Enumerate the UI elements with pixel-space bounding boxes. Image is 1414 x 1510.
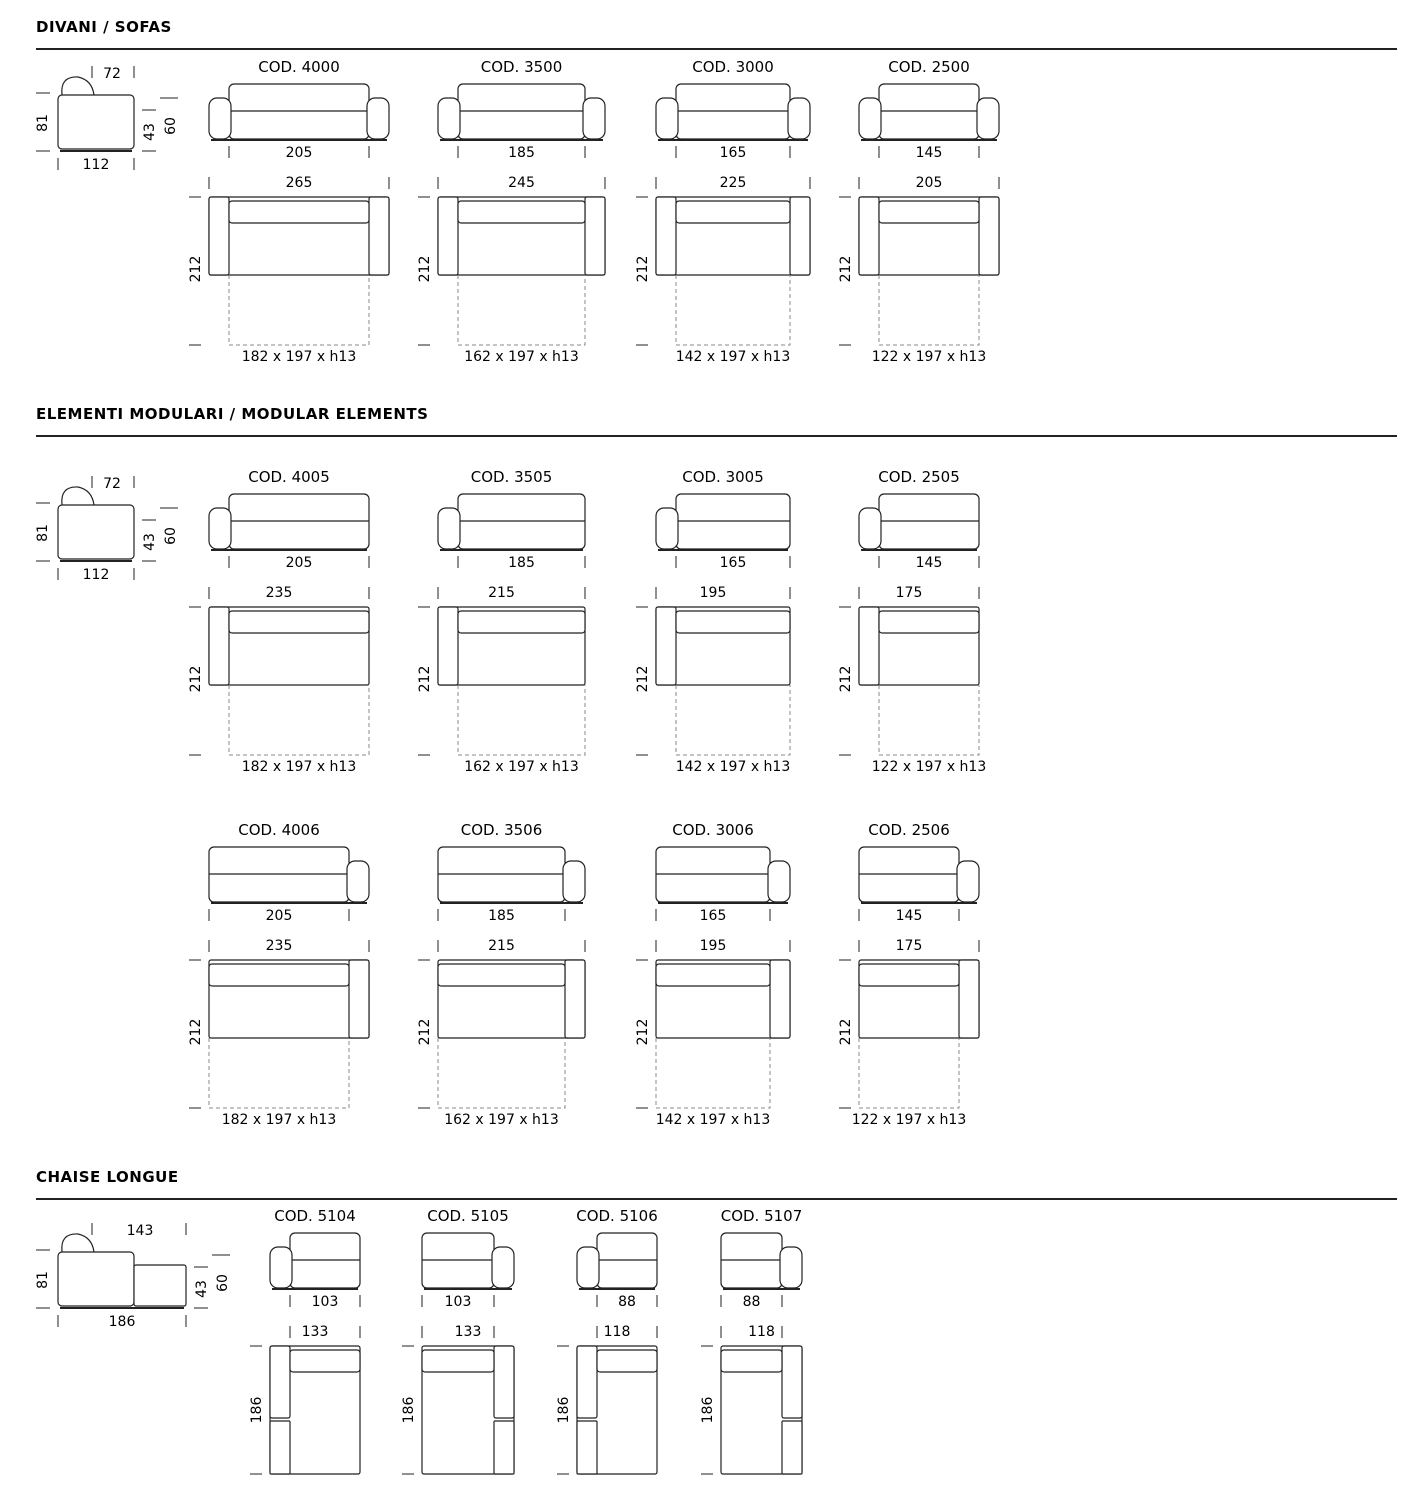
product-code: COD. 5105 xyxy=(427,1207,509,1225)
bed-outline xyxy=(656,1038,770,1108)
profile-depth-label: 112 xyxy=(82,157,110,173)
armrest-right-front xyxy=(768,861,790,902)
bed-size-label: 122 x 197 x h13 xyxy=(871,349,987,365)
front-width-label: 145 xyxy=(895,908,923,924)
back-cushion-plan xyxy=(879,201,979,223)
sofa-item xyxy=(188,468,369,775)
top-width-label: 215 xyxy=(488,938,515,954)
armrest-left-plan xyxy=(209,607,229,685)
armrest-right-plan xyxy=(790,197,810,275)
armrest-left-plan xyxy=(438,197,458,275)
top-width-label: 175 xyxy=(895,585,923,601)
depth-label: 186 xyxy=(556,1396,572,1424)
back-cushion xyxy=(62,487,94,505)
profile-height-label: 81 xyxy=(35,114,51,132)
armrest-left-front xyxy=(577,1247,599,1288)
depth-label: 212 xyxy=(188,1018,204,1046)
side-storage-plan xyxy=(494,1421,514,1474)
bed-size-label: 142 x 197 x h13 xyxy=(675,759,791,775)
armrest-right-front xyxy=(563,861,585,902)
bed-outline xyxy=(859,1038,959,1108)
bed-size-label: 122 x 197 x h13 xyxy=(871,759,987,775)
product-code: COD. 2500 xyxy=(888,58,970,76)
depth-label: 212 xyxy=(635,665,651,693)
bed-size-label: 142 x 197 x h13 xyxy=(675,349,791,365)
chaise-item xyxy=(556,1207,658,1474)
back-cushion-plan xyxy=(458,201,585,223)
bed-size-label: 182 x 197 x h13 xyxy=(221,1112,337,1128)
side-profile xyxy=(35,1223,231,1330)
front-width-label: 145 xyxy=(915,145,943,161)
product-code: COD. 2506 xyxy=(868,821,950,839)
armrest-left-front xyxy=(656,98,678,139)
top-width-label: 118 xyxy=(603,1324,631,1340)
depth-label: 212 xyxy=(188,665,204,693)
seat-body xyxy=(58,505,134,559)
front-width-label: 205 xyxy=(285,145,313,161)
bed-size-label: 182 x 197 x h13 xyxy=(241,349,357,365)
armrest-right-front xyxy=(957,861,979,902)
profile-arm-height-label: 60 xyxy=(163,527,179,545)
armrest-left-plan xyxy=(859,607,879,685)
back-cushion-plan xyxy=(676,201,790,223)
sofa-item xyxy=(635,58,810,365)
chaise-item xyxy=(401,1207,514,1474)
top-width-label: 235 xyxy=(265,585,293,601)
product-code: COD. 3500 xyxy=(480,58,563,76)
bed-outline xyxy=(229,275,369,345)
seat-body xyxy=(58,95,134,149)
product-code: COD. 4006 xyxy=(238,821,320,839)
back-cushion-plan xyxy=(656,964,770,986)
product-code: COD. 3505 xyxy=(470,468,553,486)
bed-size-label: 162 x 197 x h13 xyxy=(464,349,579,365)
bed-size-label: 162 x 197 x h13 xyxy=(444,1112,559,1128)
armrest-left-front xyxy=(438,98,460,139)
armrest-left-plan xyxy=(438,607,458,685)
armrest-left-plan xyxy=(209,197,229,275)
depth-label: 212 xyxy=(417,1018,433,1046)
top-width-label: 235 xyxy=(265,938,293,954)
back-cushion-plan xyxy=(676,611,790,633)
armrest-right-plan xyxy=(770,960,790,1038)
bed-outline xyxy=(879,685,979,755)
product-code: COD. 4005 xyxy=(248,468,330,486)
armrest-left-front xyxy=(859,98,881,139)
profile-seat-height-label: 43 xyxy=(142,123,158,141)
back-cushion-plan xyxy=(438,964,565,986)
product-code: COD. 5106 xyxy=(576,1207,658,1225)
bed-outline xyxy=(676,685,790,755)
product-code: COD. 3000 xyxy=(692,58,774,76)
sofa-item xyxy=(188,58,389,365)
top-width-label: 118 xyxy=(748,1324,775,1340)
depth-label: 212 xyxy=(188,255,204,283)
top-width-label: 215 xyxy=(488,585,515,601)
back-cushion-plan xyxy=(209,964,349,986)
back-cushion-plan xyxy=(458,611,585,633)
product-code: COD. 4000 xyxy=(258,58,340,76)
seat-body xyxy=(58,1252,134,1306)
bed-outline xyxy=(229,685,369,755)
top-width-label: 175 xyxy=(895,938,923,954)
bed-outline xyxy=(438,1038,565,1108)
side-storage-plan xyxy=(782,1421,802,1474)
back-cushion-plan xyxy=(859,964,959,986)
back-cushion-plan xyxy=(422,1350,494,1372)
sofa-item xyxy=(635,468,790,775)
product-code: COD. 2505 xyxy=(878,468,960,486)
side-storage-plan xyxy=(577,1421,597,1474)
profile-depth-label: 112 xyxy=(82,567,110,583)
front-width-label: 88 xyxy=(618,1294,636,1310)
front-width-label: 205 xyxy=(285,555,313,571)
front-width-label: 145 xyxy=(915,555,943,571)
bed-outline xyxy=(676,275,790,345)
top-width-label: 245 xyxy=(508,175,535,191)
armrest-left-plan xyxy=(656,197,676,275)
back-cushion-plan xyxy=(290,1350,360,1372)
armrest-left-front xyxy=(438,508,460,549)
bed-outline xyxy=(879,275,979,345)
armrest-right-front xyxy=(788,98,810,139)
top-width-label: 205 xyxy=(915,175,943,191)
armrest-right-front xyxy=(780,1247,802,1288)
armrest-right-plan xyxy=(369,197,389,275)
product-code: COD. 5104 xyxy=(274,1207,356,1225)
top-width-label: 195 xyxy=(699,585,727,601)
back-cushion-plan xyxy=(879,611,979,633)
profile-seat-label: 72 xyxy=(103,476,121,492)
back-cushion-plan xyxy=(229,201,369,223)
back-cushion-plan xyxy=(597,1350,657,1372)
profile-seat-label: 72 xyxy=(103,66,121,82)
chaise-item xyxy=(700,1207,802,1474)
depth-label: 186 xyxy=(401,1396,417,1424)
top-width-label: 265 xyxy=(285,175,313,191)
armrest-left-front xyxy=(859,508,881,549)
sofa-item xyxy=(417,468,585,775)
armrest-right-front xyxy=(347,861,369,902)
product-code: COD. 3006 xyxy=(672,821,754,839)
side-storage-plan xyxy=(270,1421,290,1474)
armrest-right-plan xyxy=(585,197,605,275)
front-width-label: 165 xyxy=(699,908,727,924)
front-width-label: 205 xyxy=(265,908,293,924)
depth-label: 212 xyxy=(635,1018,651,1046)
sofa-item xyxy=(838,821,979,1128)
profile-height-label: 81 xyxy=(35,1271,51,1289)
front-width-label: 165 xyxy=(719,555,747,571)
top-width-label: 133 xyxy=(454,1324,482,1340)
depth-label: 186 xyxy=(700,1396,716,1424)
armrest-left-plan xyxy=(859,197,879,275)
profile-arm-height-label: 60 xyxy=(163,117,179,135)
side-profile xyxy=(35,66,179,173)
back-cushion xyxy=(62,1234,94,1252)
armrest-left-front xyxy=(270,1247,292,1288)
profile-seat-label: 143 xyxy=(126,1223,154,1239)
armrest-plan xyxy=(270,1346,290,1418)
bed-outline xyxy=(458,685,585,755)
profile-seat-height-label: 43 xyxy=(194,1280,210,1298)
armrest-plan xyxy=(782,1346,802,1418)
front-width-label: 185 xyxy=(488,908,515,924)
top-width-label: 225 xyxy=(719,175,747,191)
armrest-right-plan xyxy=(979,197,999,275)
front-width-label: 185 xyxy=(508,555,535,571)
back-cushion xyxy=(62,77,94,95)
depth-label: 212 xyxy=(838,1018,854,1046)
depth-label: 212 xyxy=(838,255,854,283)
armrest-right-front xyxy=(583,98,605,139)
sofa-item xyxy=(188,821,369,1128)
top-width-label: 133 xyxy=(301,1324,329,1340)
profile-depth-label: 186 xyxy=(108,1314,136,1330)
profile-seat-height-label: 43 xyxy=(142,533,158,551)
armrest-right-front xyxy=(977,98,999,139)
armrest-right-plan xyxy=(349,960,369,1038)
back-cushion-plan xyxy=(721,1350,782,1372)
side-profile xyxy=(35,476,179,583)
top-width-label: 195 xyxy=(699,938,727,954)
armrest-right-plan xyxy=(959,960,979,1038)
bed-size-label: 182 x 197 x h13 xyxy=(241,759,357,775)
profile-arm-height-label: 60 xyxy=(215,1274,231,1292)
armrest-left-front xyxy=(209,508,231,549)
front-width-label: 185 xyxy=(508,145,535,161)
bed-outline xyxy=(209,1038,349,1108)
sofa-item xyxy=(838,58,999,365)
front-width-label: 165 xyxy=(719,145,747,161)
bed-size-label: 162 x 197 x h13 xyxy=(464,759,579,775)
armrest-left-plan xyxy=(656,607,676,685)
section-title-sofas: DIVANI / SOFAS xyxy=(36,18,172,36)
armrest-left-front xyxy=(209,98,231,139)
front-width-label: 88 xyxy=(742,1294,761,1310)
armrest-right-front xyxy=(492,1247,514,1288)
sofa-item xyxy=(417,821,585,1128)
product-code: COD. 5107 xyxy=(720,1207,803,1225)
sofa-item xyxy=(635,821,790,1128)
product-code: COD. 3005 xyxy=(682,468,764,486)
profile-height-label: 81 xyxy=(35,524,51,542)
depth-label: 212 xyxy=(635,255,651,283)
front-width-label: 103 xyxy=(444,1294,472,1310)
depth-label: 186 xyxy=(249,1396,265,1424)
section-title-chaise: CHAISE LONGUE xyxy=(36,1168,179,1186)
chaise-item xyxy=(249,1207,360,1474)
section-title-modular: ELEMENTI MODULARI / MODULAR ELEMENTS xyxy=(36,405,429,423)
chaise-extension xyxy=(134,1265,186,1306)
bed-size-label: 142 x 197 x h13 xyxy=(655,1112,771,1128)
depth-label: 212 xyxy=(417,255,433,283)
sofa-item xyxy=(838,468,986,775)
back-cushion-plan xyxy=(229,611,369,633)
product-code: COD. 3506 xyxy=(460,821,543,839)
bed-size-label: 122 x 197 x h13 xyxy=(851,1112,967,1128)
armrest-plan xyxy=(577,1346,597,1418)
sofa-item xyxy=(417,58,605,365)
armrest-left-front xyxy=(656,508,678,549)
armrest-right-front xyxy=(367,98,389,139)
armrest-right-plan xyxy=(565,960,585,1038)
armrest-plan xyxy=(494,1346,514,1418)
front-width-label: 103 xyxy=(311,1294,339,1310)
depth-label: 212 xyxy=(838,665,854,693)
depth-label: 212 xyxy=(417,665,433,693)
bed-outline xyxy=(458,275,585,345)
